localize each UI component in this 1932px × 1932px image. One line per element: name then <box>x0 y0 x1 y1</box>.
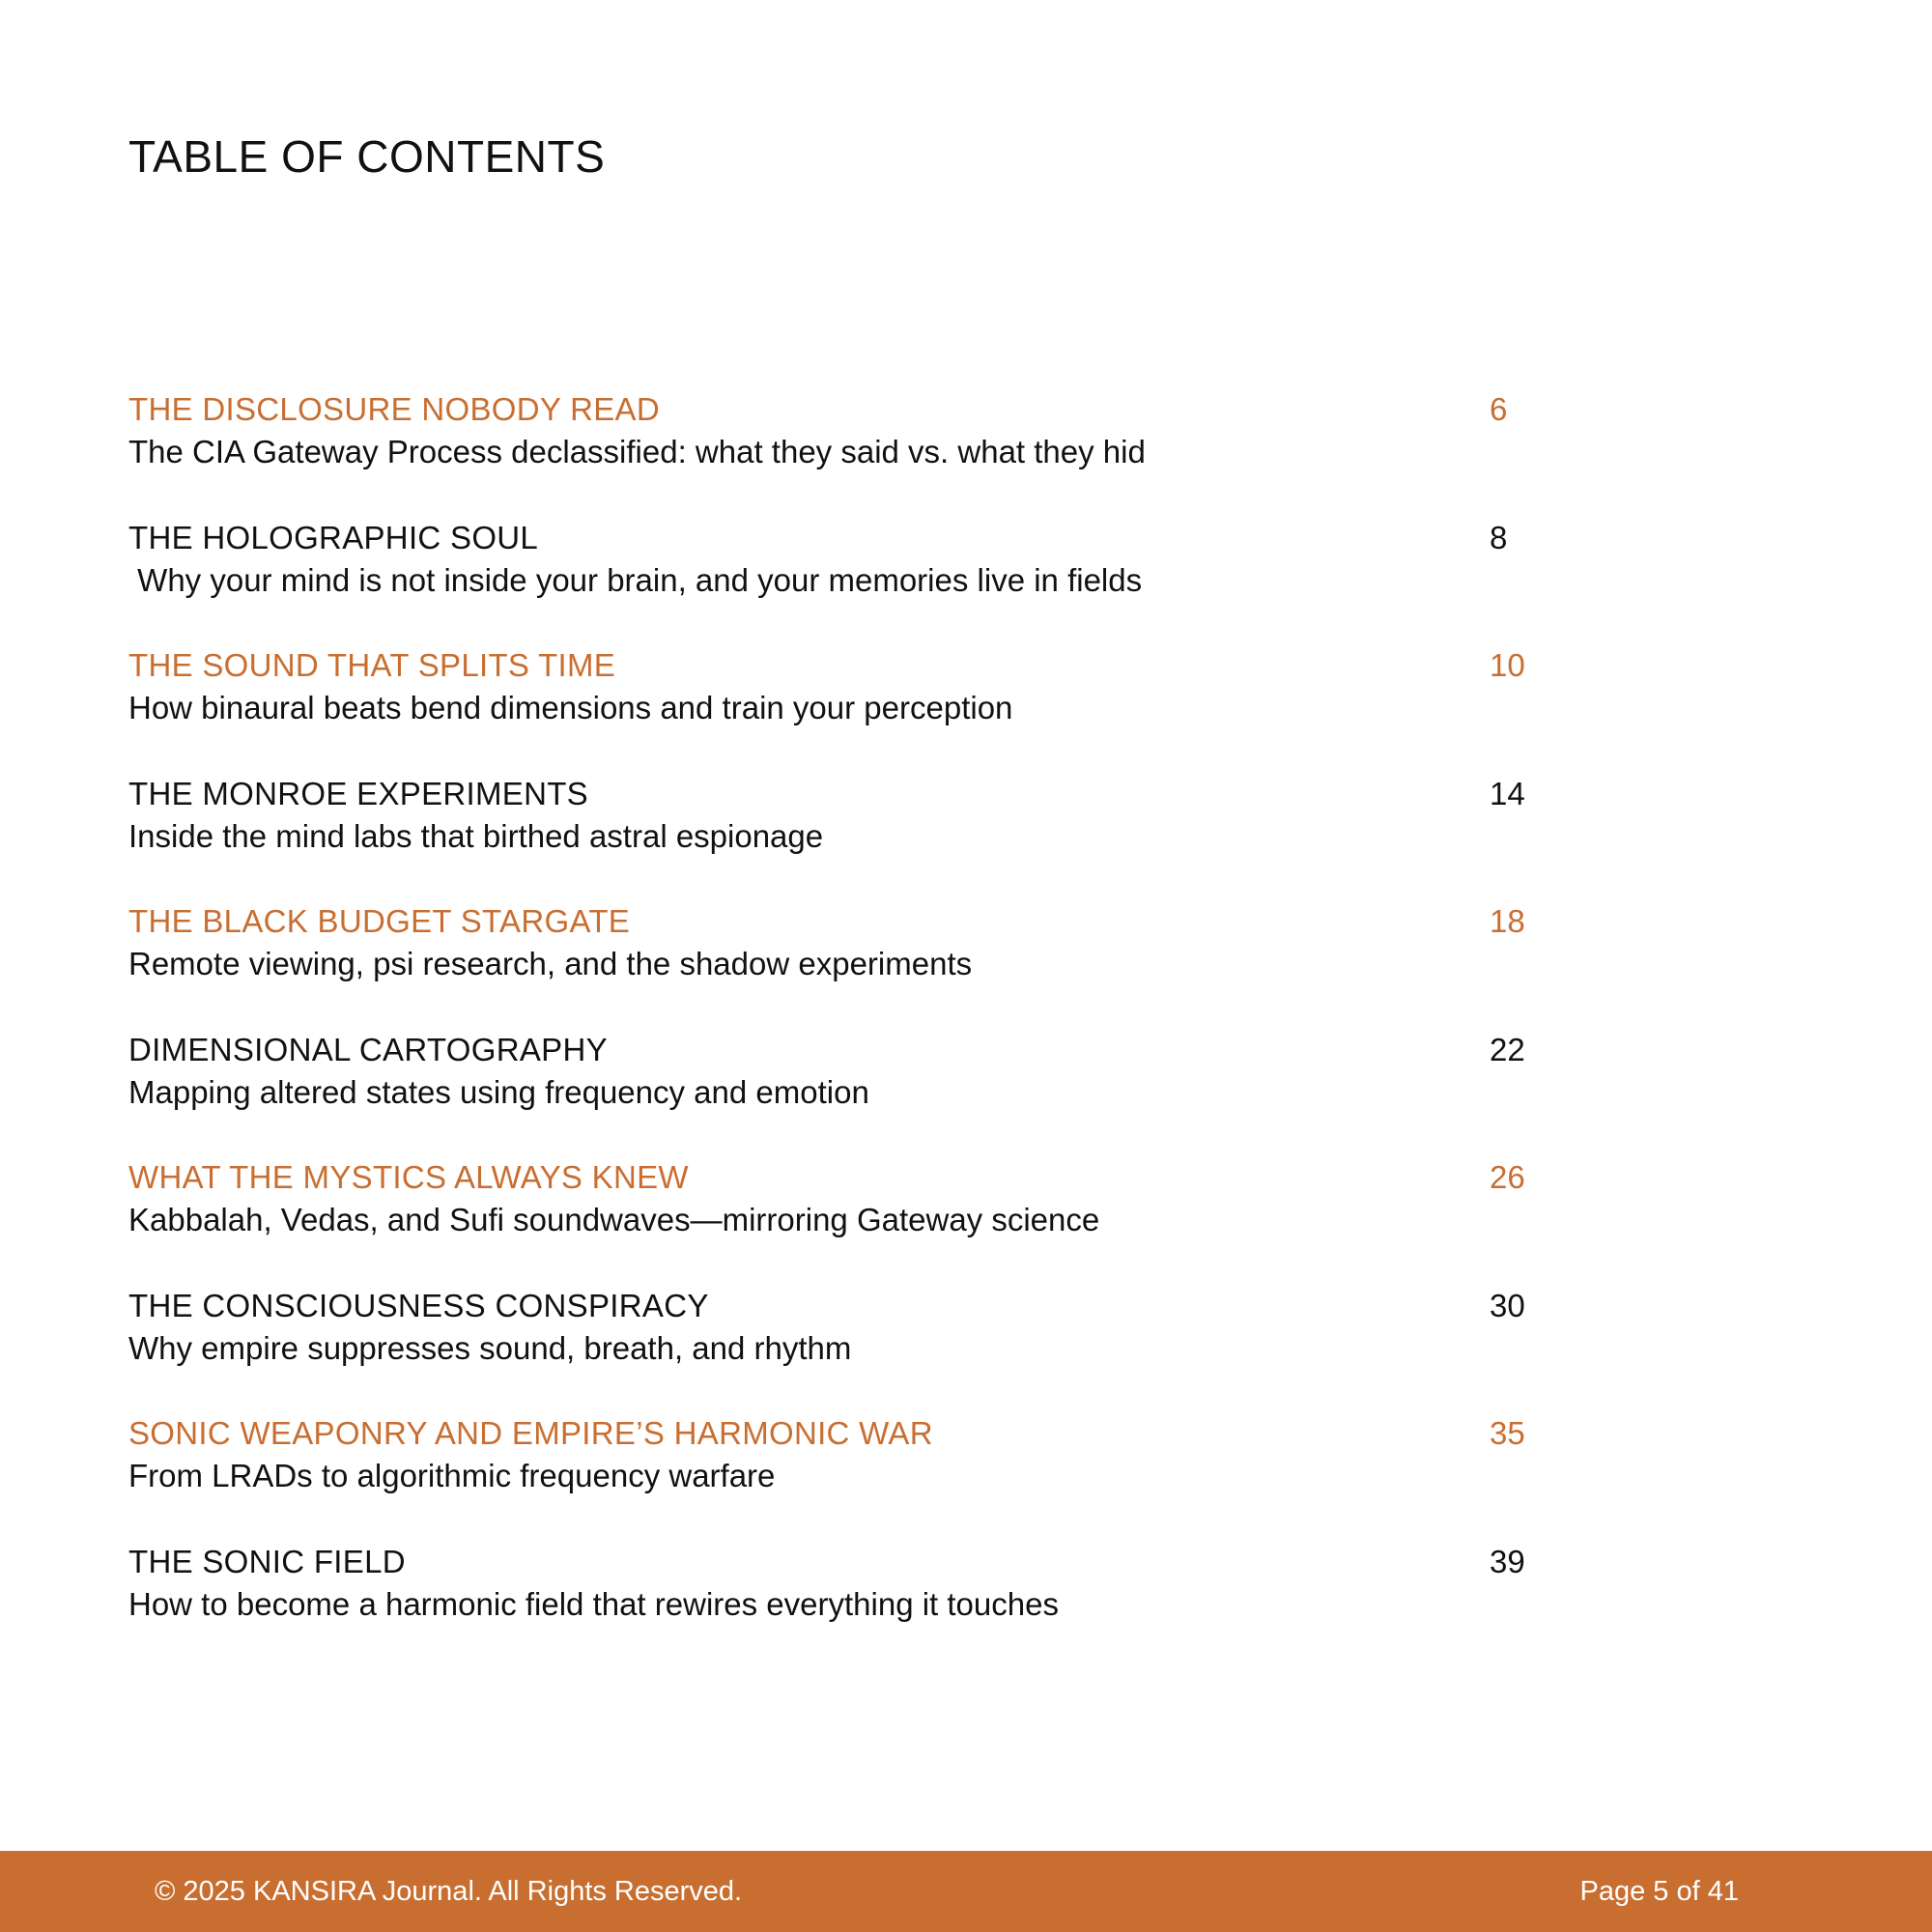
toc-entry[interactable] <box>128 1156 1577 1285</box>
toc-entry[interactable] <box>128 388 1577 517</box>
toc-entry-title[interactable]: THE CONSCIOUSNESS CONSPIRACY <box>128 1287 709 1323</box>
toc-entry-description: Remote viewing, psi research, and the shadow experiments <box>128 946 973 981</box>
footer-page-indicator: Page 5 of 41 <box>1579 1876 1739 1907</box>
toc-entry-description: From LRADs to algorithmic frequency warfare <box>128 1458 776 1493</box>
toc-entry-description: Mapping altered states using frequency and emotion <box>128 1073 869 1110</box>
toc-entry[interactable] <box>128 900 1577 1029</box>
page-title: TABLE OF CONTENTS <box>128 131 606 182</box>
toc-entry[interactable] <box>128 1541 1577 1669</box>
toc-entry-page-number[interactable]: 35 <box>1490 1415 1525 1451</box>
toc-entry[interactable] <box>128 773 1577 901</box>
toc-entry[interactable] <box>128 644 1577 773</box>
toc-entry-title[interactable]: THE SOUND THAT SPLITS TIME <box>128 647 616 683</box>
toc-entry-title[interactable]: THE HOLOGRAPHIC SOUL <box>128 519 539 555</box>
toc-entry[interactable] <box>128 1285 1577 1413</box>
toc-entry-page-number[interactable]: 6 <box>1490 391 1508 427</box>
toc-entry-title[interactable]: THE SONIC FIELD <box>128 1543 406 1579</box>
toc-entry[interactable] <box>128 1412 1577 1541</box>
toc-entry-description: Why your mind is not inside your brain, and your memories live in fields <box>128 561 1143 598</box>
toc-entry-description: How binaural beats bend dimensions and train your perception <box>128 690 1013 725</box>
toc-entry-title[interactable]: THE MONROE EXPERIMENTS <box>128 775 588 811</box>
toc-entry-title[interactable]: WHAT THE MYSTICS ALWAYS KNEW <box>128 1159 689 1195</box>
toc-entry-page-number[interactable]: 26 <box>1490 1159 1525 1195</box>
toc-entry-description: How to become a harmonic field that rewires everything it touches <box>128 1585 1059 1622</box>
toc-entry-description: Inside the mind labs that birthed astral espionage <box>128 817 824 854</box>
toc-list <box>128 388 1577 1668</box>
toc-entry-page-number[interactable]: 30 <box>1490 1287 1525 1323</box>
toc-entry-title[interactable]: THE DISCLOSURE NOBODY READ <box>128 391 660 427</box>
toc-entry-page-number[interactable]: 14 <box>1490 775 1525 811</box>
toc-entry-page-number[interactable]: 18 <box>1490 903 1525 939</box>
toc-entry[interactable] <box>128 517 1577 645</box>
footer-copyright: © 2025 KANSIRA Journal. All Rights Reserved. <box>155 1876 743 1907</box>
toc-entry-page-number[interactable]: 39 <box>1490 1543 1525 1579</box>
footer-bar <box>0 1851 1932 1932</box>
toc-entry-title[interactable]: THE BLACK BUDGET STARGATE <box>128 903 631 939</box>
toc-entry-page-number[interactable]: 8 <box>1490 519 1508 555</box>
toc-entry-description: The CIA Gateway Process declassified: what they said vs. what they hid <box>128 434 1146 469</box>
toc-entry-description: Kabbalah, Vedas, and Sufi soundwaves—mirroring Gateway science <box>128 1202 1100 1237</box>
toc-entry[interactable] <box>128 1029 1577 1157</box>
toc-entry-description: Why empire suppresses sound, breath, and rhythm <box>128 1329 852 1366</box>
toc-entry-page-number[interactable]: 22 <box>1490 1031 1525 1067</box>
toc-entry-page-number[interactable]: 10 <box>1490 647 1525 683</box>
toc-entry-title[interactable]: SONIC WEAPONRY AND EMPIRE’S HARMONIC WAR <box>128 1415 933 1451</box>
toc-entry-title[interactable]: DIMENSIONAL CARTOGRAPHY <box>128 1031 608 1067</box>
